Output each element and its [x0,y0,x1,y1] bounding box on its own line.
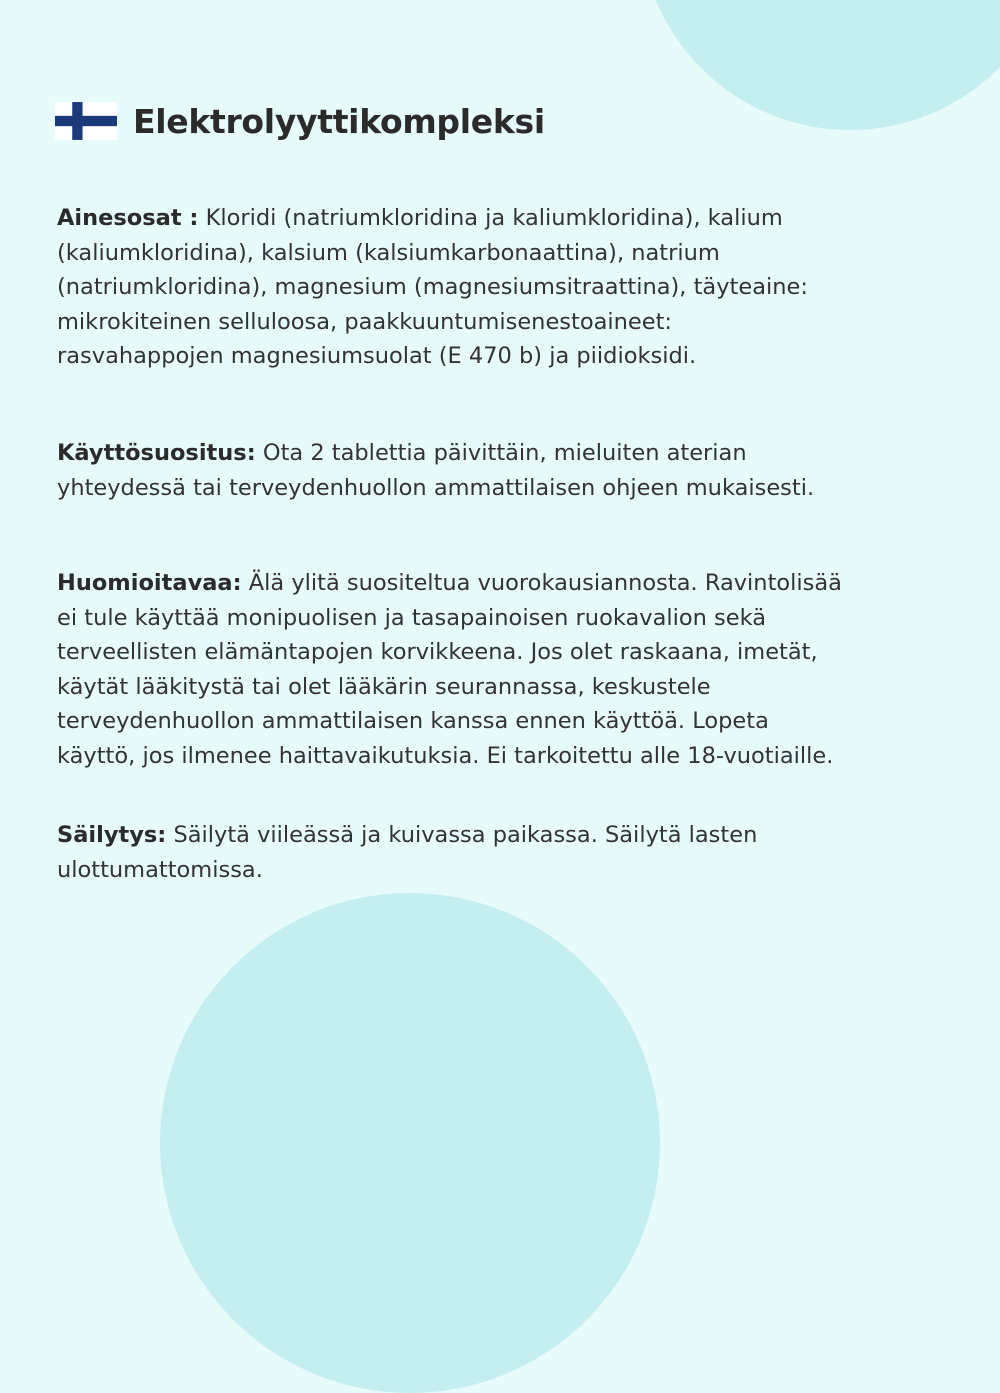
storage-label: Säilytys: [57,822,167,848]
warnings-text: Älä ylitä suositeltua vuorokausiannosta. Ravintolisää [241,570,842,596]
storage-text: Säilytä viileässä ja kuivassa paikassa. Säilytä lasten [166,822,758,848]
background-circle-bottom [160,893,660,1393]
ingredients-label: Ainesosat : [57,205,199,231]
finland-flag-icon [55,100,117,142]
storage-section [57,818,957,887]
warnings-line-1 [57,566,957,601]
warnings-label: Huomioitavaa: [57,570,242,596]
warnings-line-2: ei tule käyttää monipuolisen ja tasapainoisen ruokavalion sekä [57,604,767,631]
ingredients-text: Kloridi (natriumkloridina ja kaliumkloridina), kalium [198,205,783,231]
ingredients-line-3: (natriumkloridina), magnesium (magnesiumsitraattina), täyteaine: [57,274,808,300]
ingredients-line-5: rasvahappojen magnesiumsuolat (E 470 b) ja piidioksidi. [57,343,697,369]
usage-line-1 [57,436,957,471]
warnings-line-5: terveydenhuollon ammattilaisen kanssa ennen käyttöä. Lopeta [57,708,769,734]
page-header [55,100,545,142]
storage-line-2: ulottumattomissa. [57,856,263,883]
page-title: Elektrolyyttikompleksi [133,101,545,141]
warnings-line-6: käyttö, jos ilmenee haittavaikutuksia. Ei tarkoitettu alle 18-vuotiaille. [57,742,834,769]
ingredients-line-4: mikrokiteinen selluloosa, paakkuuntumisenestoaineet: [57,308,672,335]
ingredients-line-1 [57,201,957,236]
usage-line-2: yhteydessä tai terveydenhuollon ammattilaisen ohjeen mukaisesti. [57,474,815,501]
background-circle-top-right [640,0,1000,130]
warnings-line-3: terveellisten elämäntapojen korvikkeena. Jos olet raskaana, imetät, [57,639,818,665]
ingredients-section [57,201,957,374]
usage-section [57,436,957,505]
storage-line-1 [57,818,957,853]
ingredients-line-2: (kaliumkloridina), kalsium (kalsiumkarbonaattina), natrium [57,239,720,266]
usage-text: Ota 2 tablettia päivittäin, mieluiten aterian [255,440,747,466]
warnings-line-4: käytät lääkitystä tai olet lääkärin seurannassa, keskustele [57,673,711,700]
warnings-section [57,566,957,773]
usage-label: Käyttösuositus: [57,440,256,466]
